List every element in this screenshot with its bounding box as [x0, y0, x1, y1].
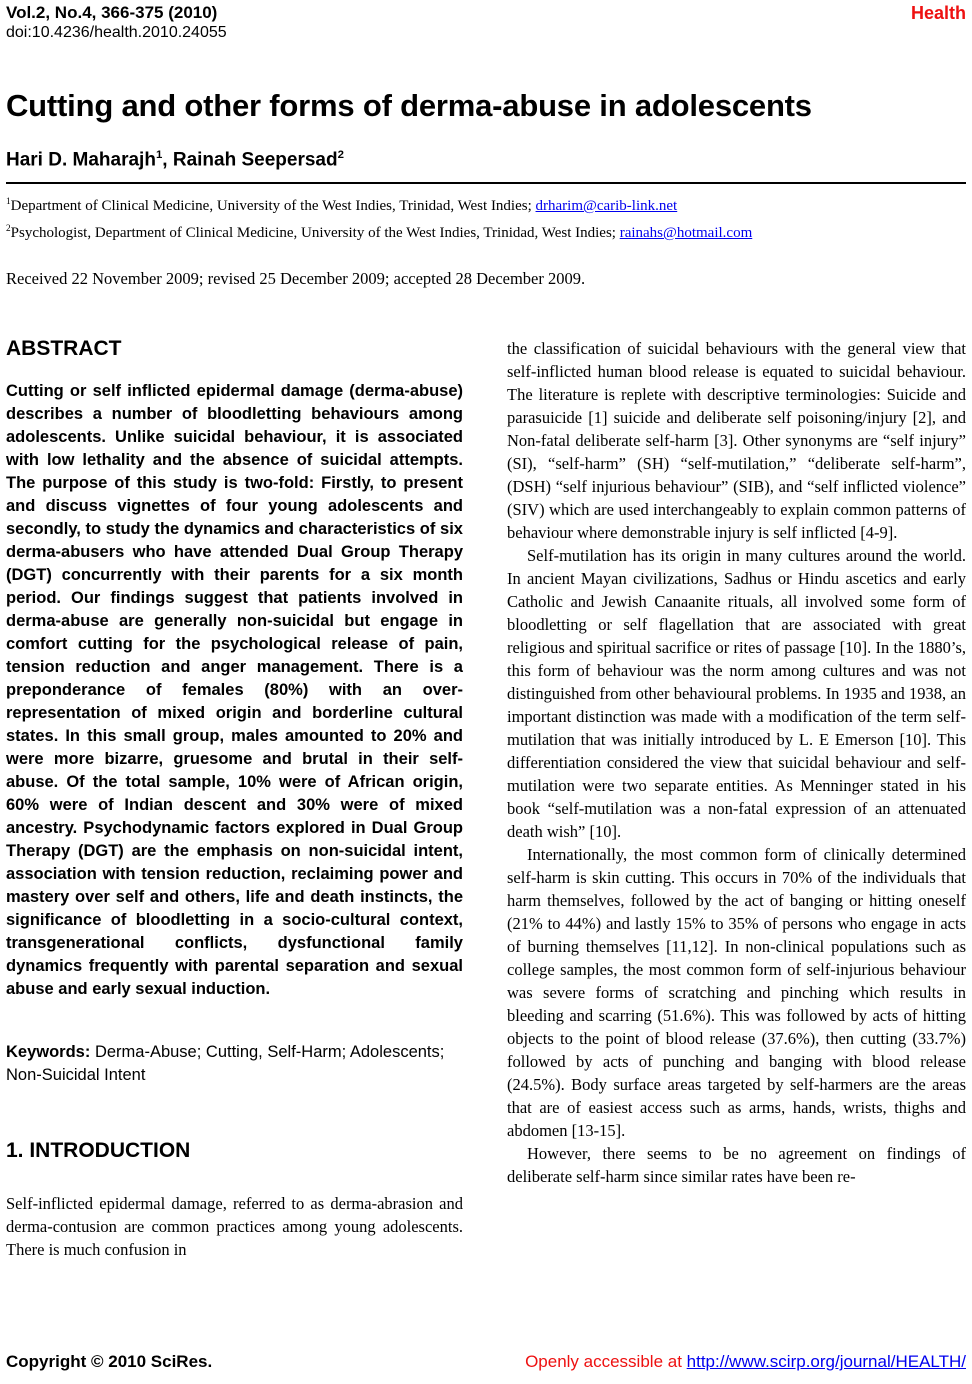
body-paragraph-2: Self-mutilation has its origin in many cultures around the world. In ancient Mayan civilizations, Sadhus or Hindu ascetics and early Catholic and Jewish Canaanite rituals, all involved some form of bloodletting or self flagellation that are associated with great religious and spiritual sacrifice or rites of passage [10]. In the 1880’s, this form of behaviour was the norm among cultures and was not distinguished from other behavioural problems. In 1935 and 1938, an important distinction was made with a modification of the term self-mutilation that was initially introduced by L. E Emerson [10]. This differentiation considered the view that suicidal behaviour and self-mutilation were two separate entities. As Menninger stated in his book “self-mutilation was a non-fatal expression of an attenuated death wish” [10].	[507, 545, 966, 841]
keywords-text: Derma-Abuse; Cutting, Self-Harm; Adolescents; Non-Suicidal Intent	[6, 1042, 445, 1084]
journal-name: Health	[910, 3, 966, 23]
page-footer	[6, 1344, 966, 1372]
introduction-heading: 1. INTRODUCTION	[6, 1138, 191, 1162]
copyright-text: Copyright © 2010 SciRes.	[6, 1352, 213, 1371]
author-1-affiliation-mark: 1	[155, 148, 163, 161]
left-column	[6, 337, 463, 1344]
title-divider	[6, 182, 966, 184]
open-access-line	[525, 1352, 966, 1372]
introduction-paragraph: Self-inflicted epidermal damage, referred to as derma-abrasion and derma-contusion are common practices among young adolescents. There is much confusion in	[6, 1193, 463, 1259]
affiliations	[6, 191, 966, 245]
author-2-affiliation-mark: 2	[337, 148, 344, 161]
body-paragraph-3: Internationally, the most common form of clinically determined self-harm is skin cutting. This occurs in 70% of the individuals that harm themselves, followed by the act of banging or hitting oneself (21% to 44%) and lastly 15% to 35% of persons who engage in acts of burning themselves [11,12]. In non-clinical populations such as college samples, the most common form of self-injurious behaviour was severe forms of scratching and pinching which results in bleeding and scarring (51.6%). This was followed by acts of hitting objects to the point of blood release (37.6%), then cutting (33.7%) followed by acts of punching and banging with blood release (24.5%). Body surface areas targeted by self-harmers are the areas that are of easiest access such as arms, hands, wrists, thighs and abdomen [13-15].	[507, 844, 966, 1140]
body-paragraph-1: the classification of suicidal behaviours with the general view that self-inflicted human blood release is equated to suicidal behaviour. The literature is replete with descriptive terminologies: Suicide and parasuicide [1] suicide and deliberate self poisoning/injury [2], and Non-fatal deliberate self-harm [3]. Other synonyms are “self injury” (SI), “self-harm” (SH) “self-mutilation,” “deliberate self-harm”, (DSH) “self injurious behaviour” (SIB), and “self inflicted violence” (SIV) which are used interchangeably to explain common patterns of behaviour where demonstrable injury is self inflicted [4-9].	[507, 338, 966, 542]
doi-line: doi:10.4236/health.2010.24055	[6, 24, 227, 41]
body-paragraph-4: However, there seems to be no agreement on findings of deliberate self-harm since similar rates have been re-	[507, 1143, 966, 1186]
received-dates-line: Received 22 November 2009; revised 25 December 2009; accepted 28 December 2009.	[6, 268, 586, 288]
affiliation-1-email-link[interactable]: drharim@carib-link.net	[535, 197, 678, 214]
abstract-text: Cutting or self inflicted epidermal damage (derma-abuse) describes a number of bloodletting behaviours among adolescents. Unlike suicidal behaviour, it is associated with low lethality and the absence of suicidal attempts. The purpose of this study is two-fold: Firstly, to present and discuss vignettes of four young adolescents and secondly, to study the dynamics and characteristics of six derma-abusers who have attended Dual Group Therapy (DGT) concurrently with their parents for a six month period. Our findings suggest that patients involved in derma-abuse are generally non-suicidal but engage in comfort cutting for the psychological release of pain, tension reduction and anger management. There is a preponderance of females (80%) with an over-representation of mixed origin and borderline cultural states. In this small group, males amounted to 20% and were more bizarre, gruesome and brutal in their self-abuse. Of the total sample, 10% were of African origin, 60% were of Indian descent and 30% were of mixed ancestry. Psychodynamic factors explored in Dual Group Therapy (DGT) are the emphasis on non-suicidal intent, association with tension reduction, reclaiming power and mastery over self and others, life and death instincts, the significance of bloodletting in a socio-cultural context, transgenerational conflicts, dysfunctional family dynamics frequently with parental separation and sexual abuse and early sexual induction.	[6, 381, 463, 998]
article-title: Cutting and other forms of derma-abuse in adolescents	[6, 88, 812, 123]
two-column-body	[6, 337, 966, 1344]
author-separator: ,	[162, 148, 173, 170]
volume-issue-line: Vol.2, No.4, 366-375 (2010)	[6, 3, 218, 22]
authors-line	[6, 149, 966, 171]
author-2: Rainah Seepersad	[172, 148, 338, 170]
affiliation-2-mark: 2	[6, 223, 11, 234]
affiliation-2-text: Psychologist, Department of Clinical Medicine, University of the West Indies, Trinidad, West Indies;	[10, 224, 620, 241]
affiliation-1-text: Department of Clinical Medicine, University of the West Indies, Trinidad, West Indies;	[10, 197, 536, 214]
keywords-line	[6, 1041, 463, 1087]
author-1: Hari D. Maharajh	[6, 148, 156, 170]
open-access-note: Openly accessible at	[525, 1352, 687, 1371]
abstract-heading: ABSTRACT	[6, 336, 122, 360]
masthead-left	[6, 3, 227, 43]
right-column	[507, 337, 966, 1344]
journal-url-link[interactable]: http://www.scirp.org/journal/HEALTH/	[686, 1352, 966, 1371]
affiliation-2-email-link[interactable]: rainahs@hotmail.com	[619, 224, 753, 241]
affiliation-1-mark: 1	[6, 196, 11, 207]
masthead	[6, 3, 966, 43]
keywords-label: Keywords:	[6, 1042, 91, 1061]
affiliation-2	[6, 218, 966, 245]
affiliation-1	[6, 191, 966, 218]
